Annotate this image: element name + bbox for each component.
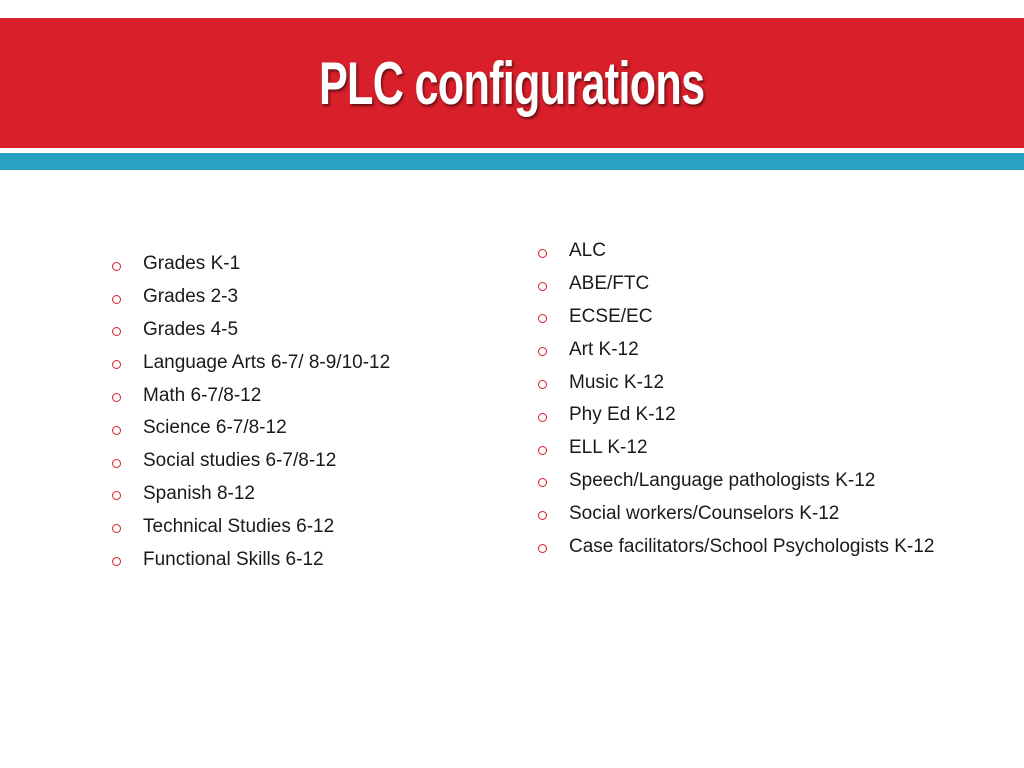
list-item-text: Grades 4-5 bbox=[143, 318, 239, 340]
list-item bbox=[538, 465, 934, 498]
left-bullet-list bbox=[112, 248, 390, 576]
circle-bullet-icon bbox=[538, 446, 547, 455]
accent-stripe bbox=[0, 153, 1024, 170]
circle-bullet-icon bbox=[538, 249, 547, 258]
circle-bullet-icon bbox=[538, 380, 547, 389]
list-item bbox=[538, 301, 934, 334]
list-item bbox=[112, 478, 390, 511]
list-item-text: Art K-12 bbox=[569, 338, 639, 360]
circle-bullet-icon bbox=[112, 393, 121, 402]
list-item bbox=[112, 543, 390, 576]
circle-bullet-icon bbox=[538, 413, 547, 422]
list-item-text: Language Arts 6-7/ 8-9/10-12 bbox=[143, 351, 391, 373]
list-item bbox=[538, 268, 934, 301]
slide-title: PLC configurations bbox=[319, 49, 705, 117]
circle-bullet-icon bbox=[112, 524, 121, 533]
list-item-text: ALC bbox=[569, 240, 606, 262]
title-bar bbox=[0, 18, 1024, 148]
list-item-text: Grades K-1 bbox=[143, 253, 241, 275]
list-item bbox=[538, 399, 934, 432]
list-item-text: Science 6-7/8-12 bbox=[143, 417, 287, 439]
list-item bbox=[538, 235, 934, 268]
circle-bullet-icon bbox=[112, 327, 121, 336]
circle-bullet-icon bbox=[112, 491, 121, 500]
list-item-text: ABE/FTC bbox=[569, 273, 650, 295]
circle-bullet-icon bbox=[538, 347, 547, 356]
circle-bullet-icon bbox=[112, 360, 121, 369]
list-item bbox=[112, 412, 390, 445]
list-item-text: Grades 2-3 bbox=[143, 286, 239, 308]
list-item bbox=[112, 510, 390, 543]
list-item bbox=[112, 281, 390, 314]
circle-bullet-icon bbox=[112, 262, 121, 271]
circle-bullet-icon bbox=[538, 544, 547, 553]
circle-bullet-icon bbox=[112, 557, 121, 566]
circle-bullet-icon bbox=[112, 295, 121, 304]
list-item-text: ECSE/EC bbox=[569, 305, 653, 327]
list-item-text: Case facilitators/School Psychologists K-12 bbox=[569, 535, 935, 557]
list-item-text: ELL K-12 bbox=[569, 437, 648, 459]
list-item-text: Music K-12 bbox=[569, 371, 665, 393]
list-item bbox=[112, 346, 390, 379]
list-item bbox=[112, 248, 390, 281]
list-item-text: Functional Skills 6-12 bbox=[143, 548, 324, 570]
circle-bullet-icon bbox=[538, 478, 547, 487]
list-item bbox=[538, 497, 934, 530]
right-bullet-list bbox=[538, 235, 934, 563]
list-item bbox=[538, 366, 934, 399]
list-item-text: Technical Studies 6-12 bbox=[143, 515, 335, 537]
circle-bullet-icon bbox=[538, 314, 547, 323]
list-item bbox=[112, 314, 390, 347]
list-item bbox=[112, 379, 390, 412]
circle-bullet-icon bbox=[538, 511, 547, 520]
circle-bullet-icon bbox=[112, 459, 121, 468]
list-item bbox=[538, 432, 934, 465]
list-item bbox=[538, 530, 934, 563]
list-item-text: Social workers/Counselors K-12 bbox=[569, 502, 840, 524]
list-item bbox=[112, 445, 390, 478]
list-item-text: Phy Ed K-12 bbox=[569, 404, 676, 426]
list-item bbox=[538, 333, 934, 366]
circle-bullet-icon bbox=[112, 426, 121, 435]
list-item-text: Spanish 8-12 bbox=[143, 482, 255, 504]
list-item-text: Social studies 6-7/8-12 bbox=[143, 450, 337, 472]
list-item-text: Math 6-7/8-12 bbox=[143, 384, 262, 406]
list-item-text: Speech/Language pathologists K-12 bbox=[569, 469, 876, 491]
circle-bullet-icon bbox=[538, 282, 547, 291]
